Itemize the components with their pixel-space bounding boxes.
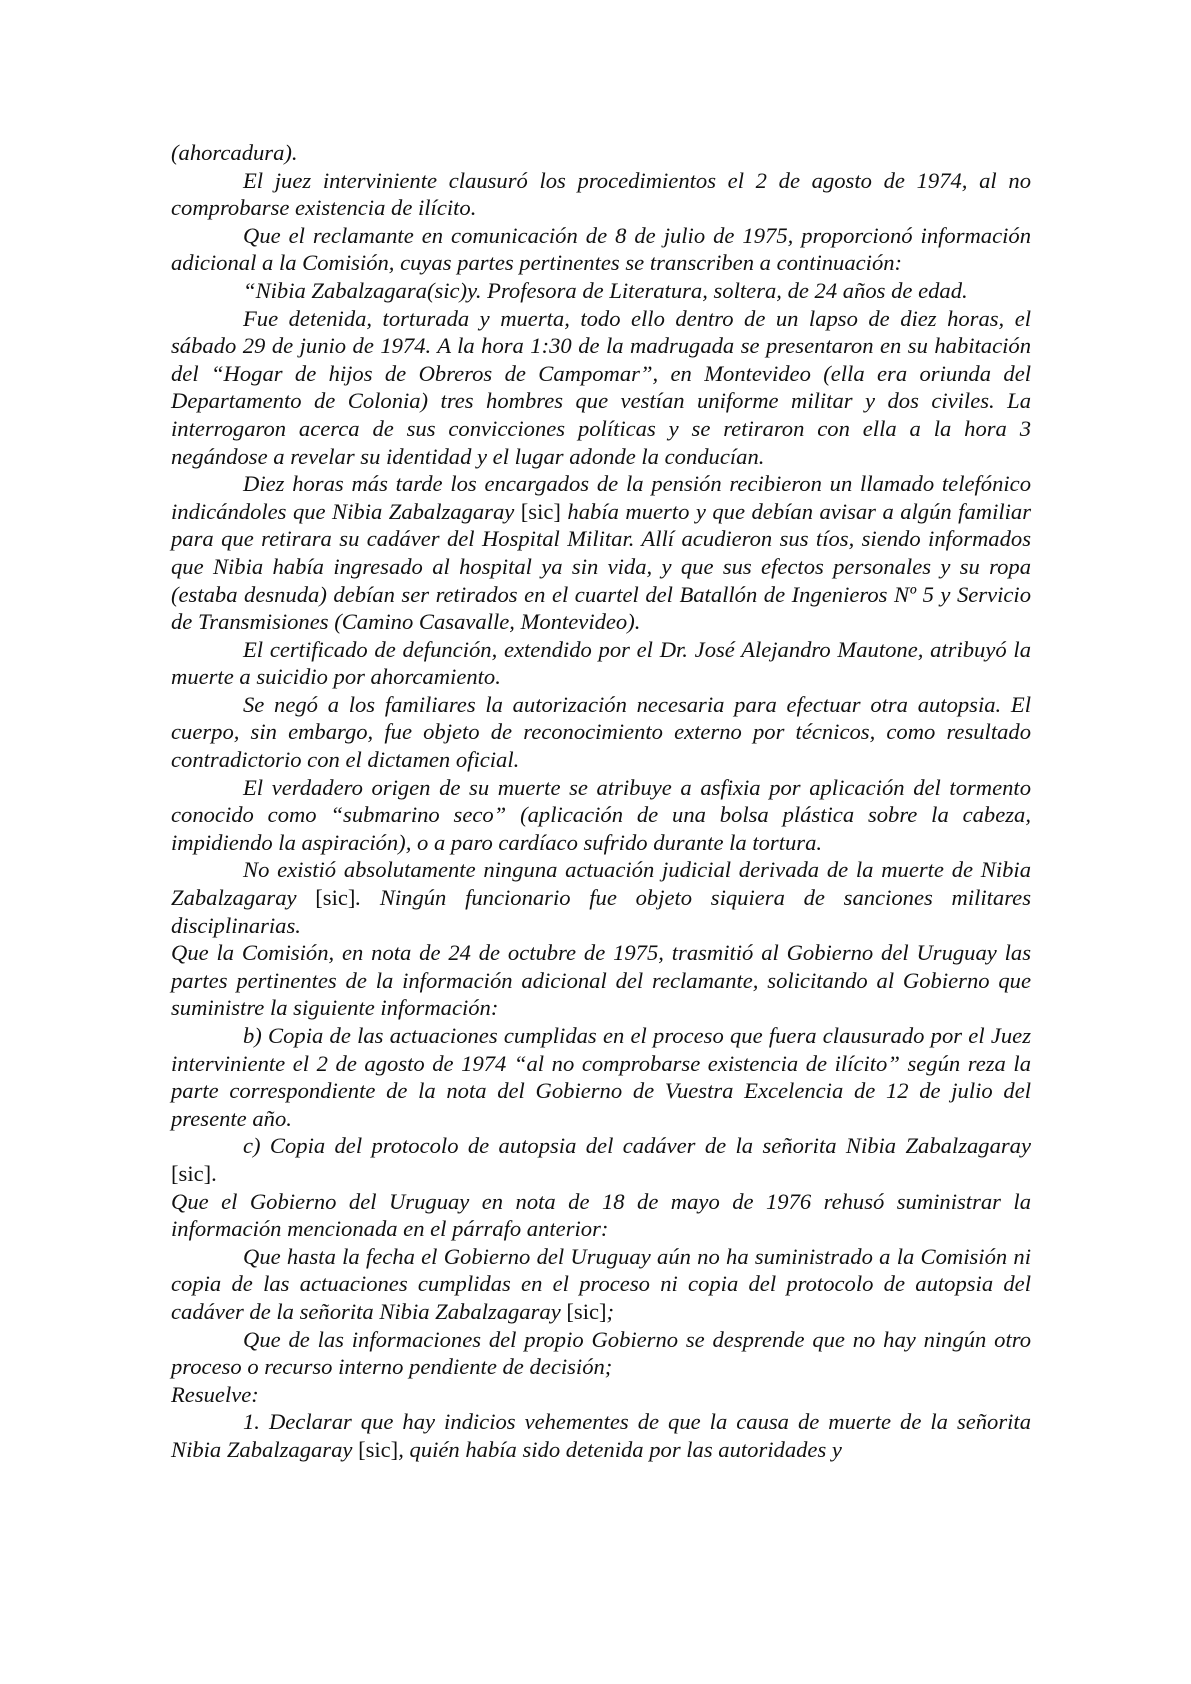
paragraph-text: ; — [606, 1298, 615, 1324]
paragraph-text: b) Copia de las actuaciones cumplidas en el proceso que fuera clausurado por el Juez interviniente el 2 de agosto de 1974 “al no comprobarse existencia de ilícito” según reza la parte correspondiente de la nota del Gobierno de Vuestra Excelencia de 12 de julio del presente año. — [171, 1023, 1031, 1131]
paragraph — [171, 222, 1031, 277]
sic-annotation: [sic]. — [171, 1160, 217, 1186]
paragraph — [171, 1326, 1031, 1381]
paragraph-text: 1. Declarar que hay indicios vehementes de que la causa de muerte de la señorita Nibia Zabalzagaray — [171, 1409, 1031, 1462]
paragraph-text: El verdadero origen de su muerte se atribuye a asfixia por aplicación del tormento conocido como “submarino seco” (aplicación de una bolsa plástica sobre la cabeza, impidiendo la aspiración), o a paro cardíaco sufrido durante la tortura. — [171, 774, 1031, 855]
paragraph-text: Diez horas más tarde los encargados de la pensión recibieron un llamado telefónico indicándoles que Nibia Zabalzagaray — [171, 471, 1031, 524]
paragraph-text: Que el reclamante en comunicación de 8 de julio de 1975, proporcionó información adicional a la Comisión, cuyas partes pertinentes se transcriben a continuación: — [171, 222, 1031, 276]
paragraph — [171, 856, 1031, 939]
paragraph — [171, 1243, 1031, 1326]
paragraph — [171, 691, 1031, 774]
paragraph-text: No existió absolutamente ninguna actuación judicial derivada de la muerte de Nibia Zabalzagaray — [171, 857, 1031, 911]
paragraph — [171, 774, 1031, 857]
paragraph-text: . Ningún funcionario fue objeto siquiera de sanciones militares disciplinarias. — [171, 885, 1031, 938]
sic-annotation: [sic] — [315, 885, 356, 911]
paragraph — [171, 1022, 1031, 1132]
paragraph — [171, 167, 1031, 222]
paragraph-text: Que la Comisión, en nota de 24 de octubre de 1975, trasmitió al Gobierno del Uruguay las partes pertinentes de la información adicional del reclamante, solicitando al Gobierno que suministre la siguiente información: — [171, 940, 1031, 1021]
paragraph-text: Que de las informaciones del propio Gobierno se desprende que no hay ningún otro proceso o recurso interno pendiente de decisión; — [171, 1326, 1031, 1380]
paragraph-text: Se negó a los familiares la autorización necesaria para efectuar otra autopsia. El cuerpo, sin embargo, fue objeto de reconocimiento externo por técnicos, como resultado contradictorio con el dictamen oficial. — [171, 691, 1031, 773]
paragraph — [171, 1132, 1031, 1187]
sic-annotation: [sic] — [566, 1298, 607, 1324]
paragraph — [171, 939, 1031, 1022]
paragraph — [171, 1188, 1031, 1243]
paragraph — [171, 470, 1031, 636]
paragraph-text: Resuelve: — [171, 1381, 259, 1407]
paragraph — [171, 1408, 1031, 1463]
paragraph-text: Que hasta la fecha el Gobierno del Uruguay aún no ha suministrado a la Comisión ni copia de las actuaciones cumplidas en el proceso ni copia del protocolo de autopsia del cadáver de la señorita Nibia Zabalzagaray — [171, 1243, 1031, 1324]
paragraph — [171, 636, 1031, 691]
paragraph-text: (ahorcadura). — [171, 140, 298, 165]
paragraph-text: c) Copia del protocolo de autopsia del cadáver de la señorita Nibia Zabalzagaray — [243, 1133, 1031, 1159]
paragraph — [171, 305, 1031, 471]
paragraph — [171, 139, 1031, 167]
paragraph-text: Fue detenida, torturada y muerta, todo ello dentro de un lapso de diez horas, el sábado 29 de junio de 1974. A la hora 1:30 de la madrugada se presentaron en su habitación del “Hogar de hijos de Obreros de Campomar”, en Montevideo (ella era oriunda del Departamento de Colonia) tres hombres que vestían uniforme militar y dos civiles. La interrogaron acerca de sus convicciones políticas y se retiraron con ella a la hora 3 negándose a revelar su identidad y el lugar adonde la conducían. — [171, 305, 1031, 469]
paragraph-text: El certificado de defunción, extendido por el Dr. José Alejandro Mautone, atribuyó la muerte a suicidio por ahorcamiento. — [171, 636, 1031, 690]
sic-annotation: [sic] — [520, 498, 561, 524]
paragraph-text: había muerto y que debían avisar a algún familiar para que retirara su cadáver del Hospital Militar. Allí acudieron sus tíos, siendo informados que Nibia había ingresado al hospital ya sin vida, y que sus efectos personales y su ropa (estaba desnuda) debían ser retirados en el cuartel del Batallón de Ingenieros Nº 5 y Servicio de Transmisiones (Camino Casavalle, Montevideo). — [171, 498, 1031, 635]
paragraph-text: “Nibia Zabalzagara(sic)y. Profesora de Literatura, soltera, de 24 años de edad. — [243, 277, 968, 303]
paragraph — [171, 1381, 1031, 1409]
paragraph-text: Que el Gobierno del Uruguay en nota de 18 de mayo de 1976 rehusó suministrar la información mencionada en el párrafo anterior: — [171, 1188, 1031, 1242]
sic-annotation: [sic] — [358, 1436, 399, 1462]
paragraph-text: , quién había sido detenida por las autoridades y — [398, 1436, 842, 1462]
paragraph-text: El juez interviniente clausuró los procedimientos el 2 de agosto de 1974, al no comprobarse existencia de ilícito. — [171, 167, 1031, 221]
paragraph — [171, 277, 1031, 305]
document-page — [171, 139, 1031, 1464]
